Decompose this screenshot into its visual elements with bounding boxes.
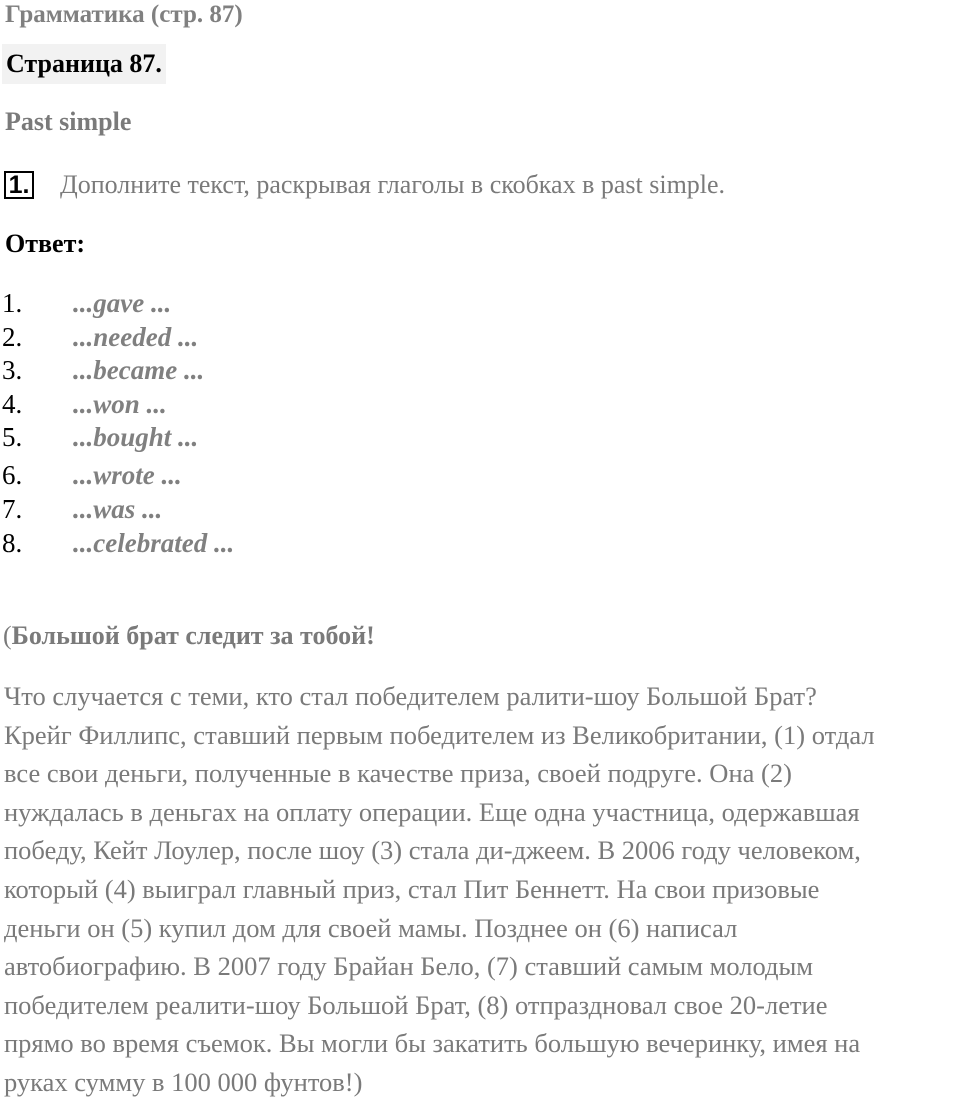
answer-word: ...needed ... bbox=[73, 322, 199, 352]
page-heading: Страница 87. bbox=[2, 44, 166, 84]
answer-word: ...wrote ... bbox=[73, 460, 182, 490]
story-line: победителем реалити-шоу Большой Брат, (8) отпраздновал свое 20-летие bbox=[4, 989, 828, 1020]
story-line: Крейг Филлипс, ставший первым победителем из Великобритании, (1) отдал bbox=[4, 719, 875, 750]
answer-number: 3. bbox=[2, 355, 23, 385]
answer-word: ...was ... bbox=[73, 494, 163, 524]
answer-number: 5. bbox=[2, 422, 23, 452]
story-line: Что случается с теми, кто стал победителем ралити-шоу Большой Брат? bbox=[4, 681, 817, 711]
task-instruction: Дополните текст, раскрывая глаголы в скобках в past simple. bbox=[60, 170, 726, 199]
story-title-paren: ( bbox=[3, 621, 12, 650]
story-line: автобиографию. В 2007 году Брайан Бело, (7) ставший самым молодым bbox=[4, 951, 814, 982]
answer-label: Ответ: bbox=[5, 229, 86, 258]
story-line: прямо во время съемок. Вы могли бы закатить большую вечеринку, имея на bbox=[4, 1028, 861, 1059]
story-line: который (4) выиграл главный приз, стал Пит Беннетт. На свои призовые bbox=[4, 873, 820, 904]
answer-number: 4. bbox=[2, 389, 23, 419]
task-number-box: 1. bbox=[4, 171, 34, 199]
answer-word: ...won ... bbox=[73, 389, 167, 419]
answer-number: 2. bbox=[2, 322, 23, 352]
answer-word: ...celebrated ... bbox=[73, 528, 235, 558]
answer-number: 1. bbox=[2, 288, 23, 318]
story-line: руках сумму в 100 000 фунтов!) bbox=[4, 1066, 363, 1097]
task-row bbox=[4, 169, 725, 201]
answer-word: ...gave ... bbox=[73, 288, 172, 318]
story-line: нуждалась в деньгах на оплату операции. Еще одна участница, одержавшая bbox=[4, 796, 860, 827]
story-line: деньги он (5) купил дом для своей мамы. Позднее он (6) написал bbox=[4, 912, 738, 943]
story-title bbox=[3, 620, 375, 652]
story-line: все свои деньги, полученные в качестве приза, своей подруге. Она (2) bbox=[4, 758, 792, 789]
answer-word: ...became ... bbox=[73, 355, 205, 385]
section-title: Past simple bbox=[5, 107, 132, 136]
story-title-text: Большой брат следит за тобой! bbox=[11, 621, 375, 650]
answer-number: 8. bbox=[2, 528, 23, 558]
story-paragraph bbox=[4, 677, 960, 1102]
answer-number: 7. bbox=[2, 494, 23, 524]
story-line: победу, Кейт Лоулер, после шоу (3) стала ди-джеем. В 2006 году человеком, bbox=[4, 835, 861, 866]
answer-number: 6. bbox=[2, 460, 23, 490]
answer-word: ...bought ... bbox=[73, 422, 199, 452]
page-top-title: Грамматика (стр. 87) bbox=[5, 1, 243, 28]
